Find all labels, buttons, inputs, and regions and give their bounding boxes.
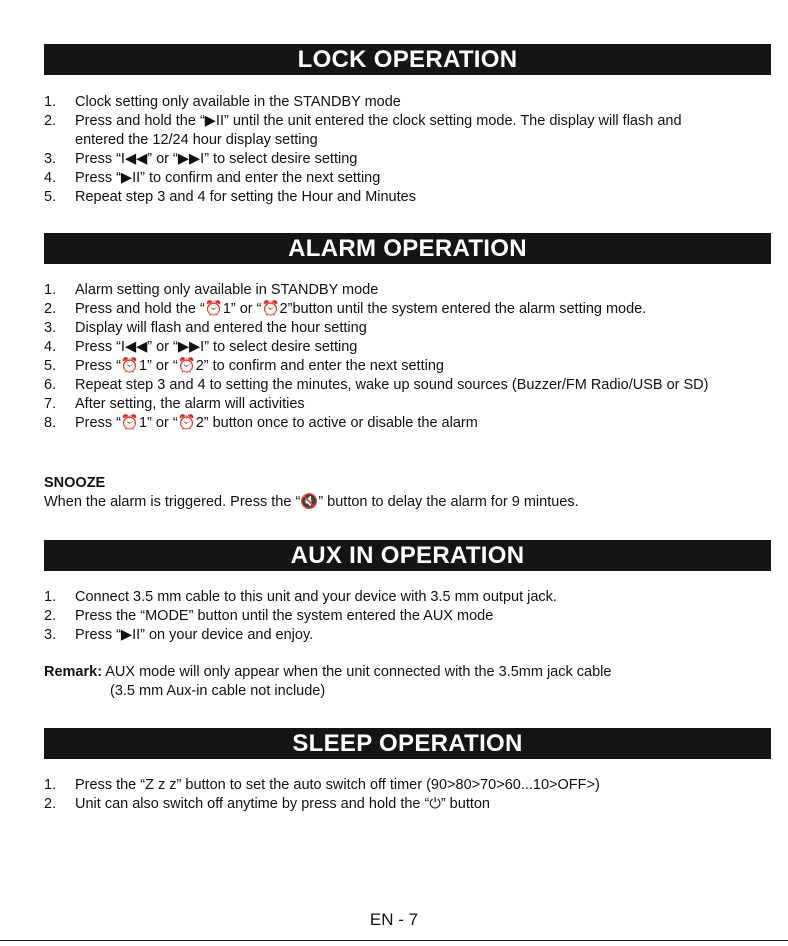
- list-item: 5. Repeat step 3 and 4 for setting the Hour and Minutes: [44, 189, 416, 205]
- list-item: 2. Unit can also switch off anytime by press and hold the “⏻” button: [44, 796, 490, 812]
- aux-remark: [44, 663, 764, 682]
- remark-text: AUX mode will only appear when the unit connected with the 3.5mm jack cable: [105, 664, 612, 680]
- sleep-steps-list: [44, 776, 764, 814]
- alarm-steps-list: [44, 281, 764, 433]
- list-item: 5. Press “⏰1” or “⏰2” to confirm and enter the next setting: [44, 358, 444, 374]
- list-item: 4. Press “I◀◀” or “▶▶I” to select desire setting: [44, 339, 358, 355]
- list-item: 1. Press the “Z z z” button to set the auto switch off timer (90>80>70>60...10>OFF>): [44, 777, 600, 793]
- list-item: 3. Display will flash and entered the hour setting: [44, 320, 367, 336]
- list-item: 1. Connect 3.5 mm cable to this unit and your device with 3.5 mm output jack.: [44, 589, 557, 605]
- list-item: 3. Press “▶II” on your device and enjoy.: [44, 627, 314, 643]
- list-item: 2. Press and hold the “▶II” until the unit entered the clock setting mode. The display will flash and entered the 12/24 hour display setting: [44, 113, 682, 148]
- remark-note: (3.5 mm Aux-in cable not include): [110, 683, 326, 699]
- list-item: 8. Press “⏰1” or “⏰2” button once to active or disable the alarm: [44, 415, 478, 431]
- list-item: 7. After setting, the alarm will activities: [44, 396, 305, 412]
- alarm-operation-heading: ALARM OPERATION: [44, 233, 771, 264]
- lock-operation-heading: LOCK OPERATION: [44, 44, 771, 75]
- snooze-heading: SNOOZE: [44, 475, 106, 491]
- sleep-operation-heading: SLEEP OPERATION: [44, 728, 771, 759]
- list-item: 1. Clock setting only available in the STANDBY mode: [44, 94, 401, 110]
- list-item: 2. Press and hold the “⏰1” or “⏰2”button until the system entered the alarm setting mode.: [44, 301, 647, 317]
- aux-operation-heading: AUX IN OPERATION: [44, 540, 771, 571]
- lock-steps-list: [44, 93, 764, 207]
- list-item: 3. Press “I◀◀” or “▶▶I” to select desire setting: [44, 151, 358, 167]
- footer-divider: [0, 940, 788, 941]
- list-item: 2. Press the “MODE” button until the system entered the AUX mode: [44, 608, 494, 624]
- list-item: 4. Press “▶II” to confirm and enter the next setting: [44, 170, 381, 186]
- page-number: EN - 7: [369, 910, 419, 929]
- snooze-text: When the alarm is triggered. Press the “🔇” button to delay the alarm for 9 mintues.: [44, 494, 579, 510]
- remark-label: Remark:: [44, 664, 103, 680]
- list-item: 1. Alarm setting only available in STANDBY mode: [44, 282, 379, 298]
- aux-steps-list: [44, 588, 764, 645]
- list-item: 6. Repeat step 3 and 4 to setting the minutes, wake up sound sources (Buzzer/FM Radio/USB or SD): [44, 377, 709, 393]
